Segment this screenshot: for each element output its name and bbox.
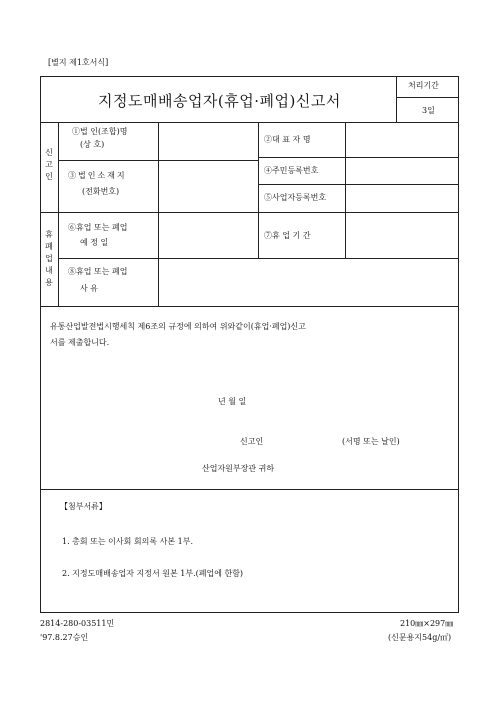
section-reporter: 신고인 xyxy=(45,148,53,181)
col-divider-1 xyxy=(158,122,159,306)
row-rule-resident xyxy=(258,184,459,185)
title-bottom-rule xyxy=(40,122,459,123)
row-rule-reason xyxy=(58,258,459,259)
sign-note: (서명 또는 날인) xyxy=(342,437,400,446)
processing-divider xyxy=(396,97,459,98)
planned-date-label: ⑥휴업 또는 폐업 xyxy=(68,223,128,232)
row-rule-name xyxy=(58,160,258,161)
company-name-sublabel: (상 호) xyxy=(80,140,105,149)
footer-paper-size: 210㎜×297㎜ xyxy=(400,619,454,628)
recipient: 산업자원부장관 귀하 xyxy=(202,464,275,473)
row-rule-rep xyxy=(258,157,459,158)
title-divider xyxy=(396,76,397,122)
statement-line-1: 유통산업발전법시행세칙 제6조의 규정에 의하여 위와같이(휴업·폐업)신고 xyxy=(50,322,306,331)
row-rule-statement xyxy=(40,306,459,307)
processing-period-label: 처리기간 xyxy=(408,81,439,90)
attachment-item-2: 2. 지정도매배송업자 지정서 원본 1부.(폐업에 한함) xyxy=(62,569,244,578)
closure-period-label: ⑦휴 업 기 간 xyxy=(264,231,311,240)
attachments-header: 【첨부서류】 xyxy=(60,502,107,511)
attachments-rule xyxy=(40,489,459,490)
processing-period-value: 3일 xyxy=(422,106,435,115)
statement-line-2: 서를 제출합니다. xyxy=(50,338,110,347)
col-divider-2 xyxy=(258,122,259,258)
company-name-label: ①법 인(조합)명 xyxy=(72,127,128,136)
reason-label: ⑧휴업 또는 폐업 xyxy=(68,267,128,276)
footer-paper-type: (신문용지54g/㎡) xyxy=(388,633,452,642)
section-label-divider xyxy=(58,122,59,306)
form-title: 지정도매배송업자(휴업·폐업)신고서 xyxy=(98,92,341,110)
section-business: 휴폐업내용 xyxy=(45,230,53,287)
date-line: 년 월 일 xyxy=(218,397,247,406)
reason-sublabel: 사 유 xyxy=(80,284,98,293)
attachment-item-1: 1. 총회 또는 이사회 회의록 사본 1부. xyxy=(62,537,193,546)
planned-date-sublabel: 예 정 일 xyxy=(80,238,109,247)
col-divider-3 xyxy=(345,122,346,258)
row-rule-section xyxy=(40,212,459,213)
address-label: ③법인소재지 xyxy=(68,171,127,180)
footer-code: 2814-280-03511민 xyxy=(40,619,115,628)
resident-number-label: ④주민등록번호 xyxy=(264,166,319,175)
reporter-sign-label: 신고인 xyxy=(240,437,264,446)
footer-approved: '97.8.27승인 xyxy=(40,633,89,642)
business-reg-label: ⑤사업자등록번호 xyxy=(264,193,327,202)
representative-label: ②대 표 자 명 xyxy=(264,135,311,144)
form-number: [별지 제1호서식] xyxy=(48,58,109,67)
phone-label: (전화번호) xyxy=(82,187,120,196)
